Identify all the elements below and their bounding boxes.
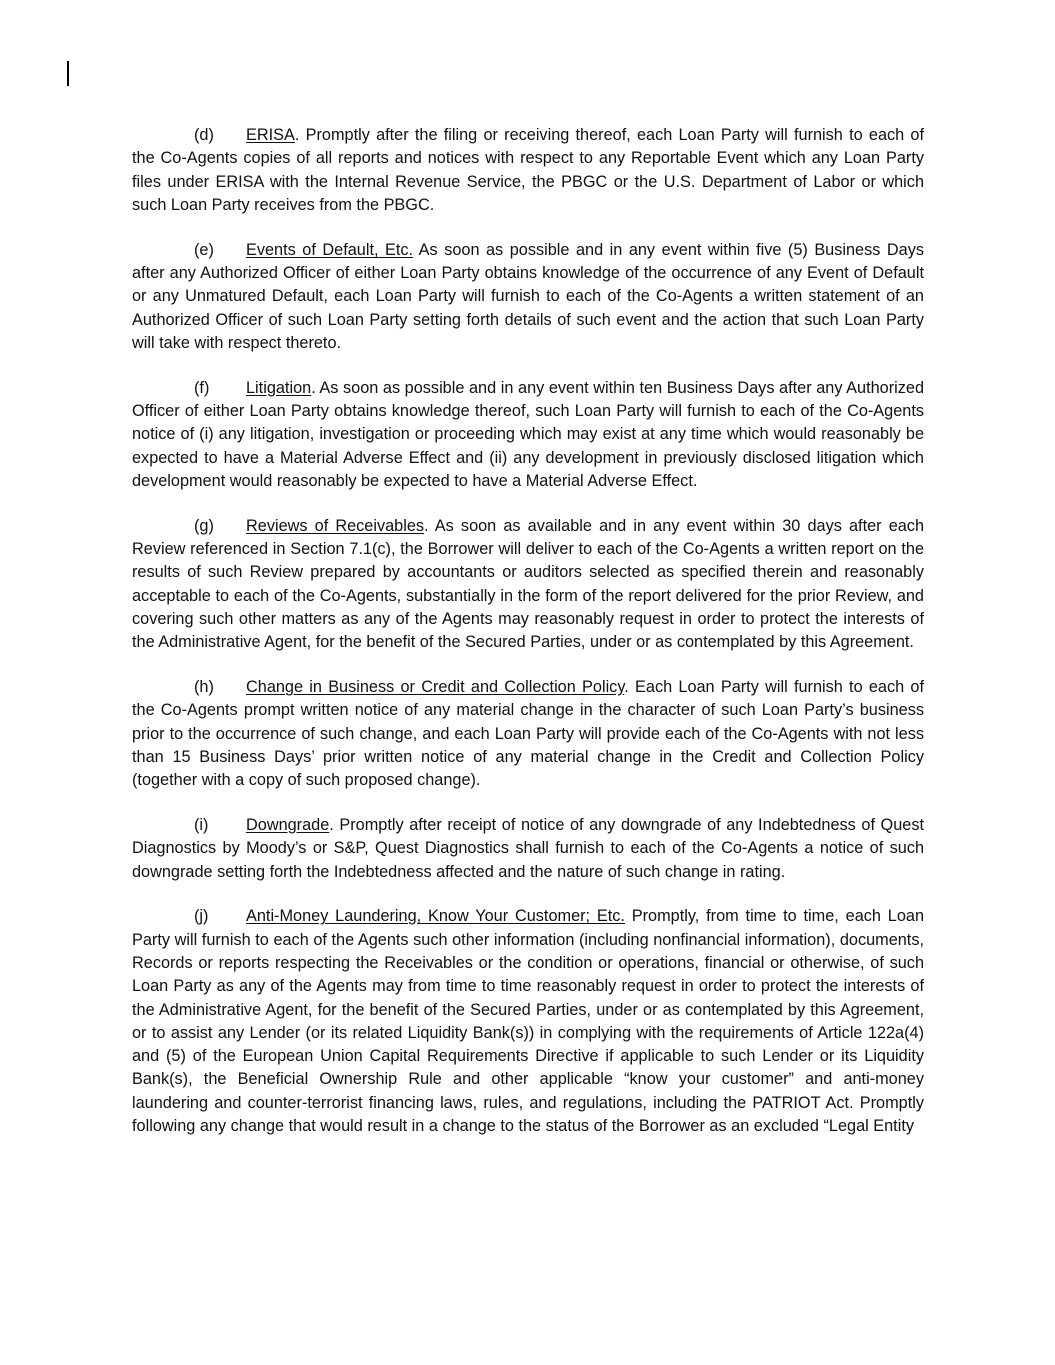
paragraph-heading: Change in Business or Credit and Collection Policy: [246, 677, 625, 696]
paragraph-heading: Reviews of Receivables: [246, 516, 425, 535]
paragraph-d: [132, 124, 924, 217]
paragraph-heading: Events of Default, Etc.: [246, 240, 414, 259]
paragraph-text: . As soon as available and in any event within 30 days after each Review referenced in Section 7.1(c), the Borrower will deliver to each of the Co-Agents a written report on the results of such Review prepared by accountants or auditors selected as specified therein and reasonably acceptable to each of the Co-Agents, substantially in the form of the report delivered for the prior Review, and covering such other matters as any of the Agents may reasonably request in order to protect the interests of the Administrative Agent, for the benefit of the Secured Parties, under or as contemplated by this Agreement.: [132, 516, 924, 652]
paragraph-heading: Downgrade: [246, 815, 330, 834]
paragraph-i: [132, 814, 924, 884]
paragraph-text: As soon as possible and in any event within five (5) Business Days after any Authorized Officer of either Loan Party obtains knowledge of the occurrence of any Event of Default or any Unmatured Default, each Loan Party will furnish to each of the Co-Agents a written statement of an Authorized Officer of such Loan Party setting forth details of such event and the action that such Loan Party will take with respect thereto.: [132, 240, 924, 352]
paragraph-heading: Anti-Money Laundering, Know Your Customer; Etc.: [246, 907, 625, 926]
paragraph-text: Promptly, from time to time, each Loan Party will furnish to each of the Agents such other information (including nonfinancial information), documents, Records or reports respecting the Receivables or the condition or operations, financial or otherwise, of such Loan Party as any of the Agents may from time to time reasonably request in order to protect the interests of the Administrative Agent, for the benefit of the Secured Parties, under or as contemplated by this Agreement, or to assist any Lender (or its related Liquidity Bank(s)) in complying with the requirements of Article 122a(4) and (5) of the European Union Capital Requirements Directive if applicable to such Lender or its Liquidity Bank(s), the Beneficial Ownership Rule and other applicable “know your customer” and anti-money laundering and counter-terrorist financing laws, rules, and regulations, including the PATRIOT Act. Promptly following any change that would result in a change to the status of the Borrower as an excluded “Legal Entity: [132, 907, 924, 1135]
paragraph-heading: ERISA: [246, 126, 295, 144]
paragraph-heading: Litigation: [246, 378, 312, 397]
text-cursor: [67, 61, 69, 86]
paragraph-number: (i): [194, 815, 209, 834]
paragraph-g: [132, 515, 924, 655]
paragraph-number: (h): [194, 677, 214, 696]
paragraph-e: [132, 239, 924, 355]
paragraph-text: . Promptly after the filing or receiving thereof, each Loan Party will furnish to each of the Co-Agents copies of all reports and notices with respect to any Reportable Event which any Loan Party files under ERISA with the Internal Revenue Service, the PBGC or the U.S. Department of Labor or which such Loan Party receives from the PBGC.: [132, 126, 924, 214]
paragraph-number: (j): [194, 907, 209, 926]
paragraph-number: (d): [194, 126, 214, 144]
paragraph-number: (g): [194, 516, 214, 535]
paragraph-text: . As soon as possible and in any event within ten Business Days after any Authorized Officer of either Loan Party obtains knowledge thereof, such Loan Party will furnish to each of the Co-Agents notice of (i) any litigation, investigation or proceeding which may exist at any time which would reasonably be expected to have a Material Adverse Effect and (ii) any development in previously disclosed litigation which development would reasonably be expected to have a Material Adverse Effect.: [132, 378, 924, 490]
paragraph-number: (f): [194, 378, 210, 397]
paragraph-number: (e): [194, 240, 214, 259]
paragraph-text: . Promptly after receipt of notice of any downgrade of any Indebtedness of Quest Diagnostics by Moody’s or S&P, Quest Diagnostics shall furnish to each of the Co-Agents a notice of such downgrade setting forth the Indebtedness affected and the nature of such change in rating.: [132, 815, 924, 881]
paragraph-j: [132, 905, 924, 1138]
paragraph-f: [132, 377, 924, 493]
paragraph-text: . Each Loan Party will furnish to each of the Co-Agents prompt written notice of any material change in the character of such Loan Party’s business prior to the occurrence of such change, and each Loan Party will provide each of the Co-Agents with not less than 15 Business Days’ prior written notice of any material change in the Credit and Collection Policy (together with a copy of such proposed change).: [132, 677, 925, 790]
document-body: [132, 124, 924, 1160]
paragraph-h: [132, 676, 924, 792]
